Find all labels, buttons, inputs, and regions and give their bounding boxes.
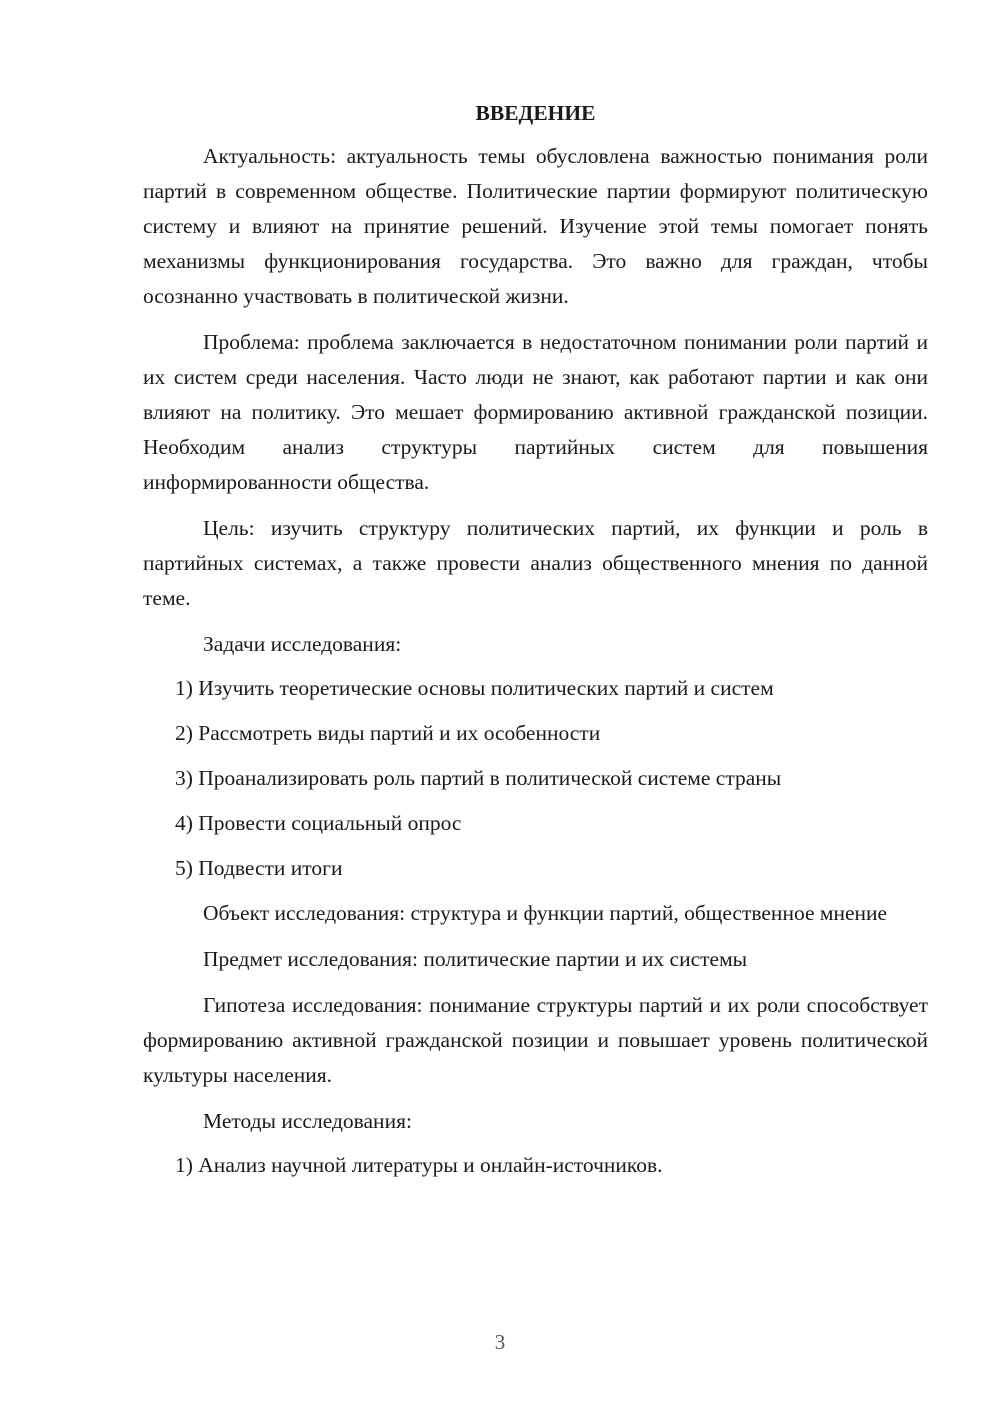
methods-list (143, 1148, 928, 1183)
document-page (143, 96, 928, 1193)
paragraph-hypothesis: Гипотеза исследования: понимание структуры партий и их роли способствует формированию активной гражданской позиции и повышает уровень политической культуры населения. (143, 993, 928, 1087)
paragraph-problem: Проблема: проблема заключается в недостаточном понимании роли партий и их систем среди населения. Часто люди не знают, как работают партии и как они влияют на политику. Это мешает формированию активной гражданской позиции. Необходим анализ структуры партийных систем для повышения информированности общества. (143, 330, 928, 494)
paragraph-subject: Предмет исследования: политические партии и их системы (203, 947, 748, 971)
task-item: 4) Провести социальный опрос (175, 811, 462, 835)
page-number: 3 (494, 1330, 506, 1354)
paragraph-relevance: Актуальность: актуальность темы обусловлена важностью понимания роли партий в современном обществе. Политические партии формируют политическую систему и влияют на принятие решений. Изучение этой темы помогает понять механизмы функционирования государства. Это важно для граждан, чтобы осознанно участвовать в политической жизни. (143, 144, 928, 308)
task-item: 2) Рассмотреть виды партий и их особенности (175, 721, 601, 745)
methods-heading: Методы исследования: (203, 1109, 412, 1133)
tasks-heading: Задачи исследования: (203, 632, 402, 656)
method-item: 1) Анализ научной литературы и онлайн-источников. (175, 1153, 663, 1177)
task-item: 3) Проанализировать роль партий в политической системе страны (175, 766, 782, 790)
document-title: ВВЕДЕНИЕ (475, 101, 596, 125)
task-item: 1) Изучить теоретические основы политических партий и систем (175, 676, 774, 700)
tasks-list (143, 671, 928, 886)
task-item: 5) Подвести итоги (175, 856, 343, 880)
paragraph-object: Объект исследования: структура и функции партий, общественное мнение (203, 901, 888, 925)
paragraph-goal: Цель: изучить структуру политических партий, их функции и роль в партийных системах, а также провести анализ общественного мнения по данной теме. (143, 516, 928, 610)
